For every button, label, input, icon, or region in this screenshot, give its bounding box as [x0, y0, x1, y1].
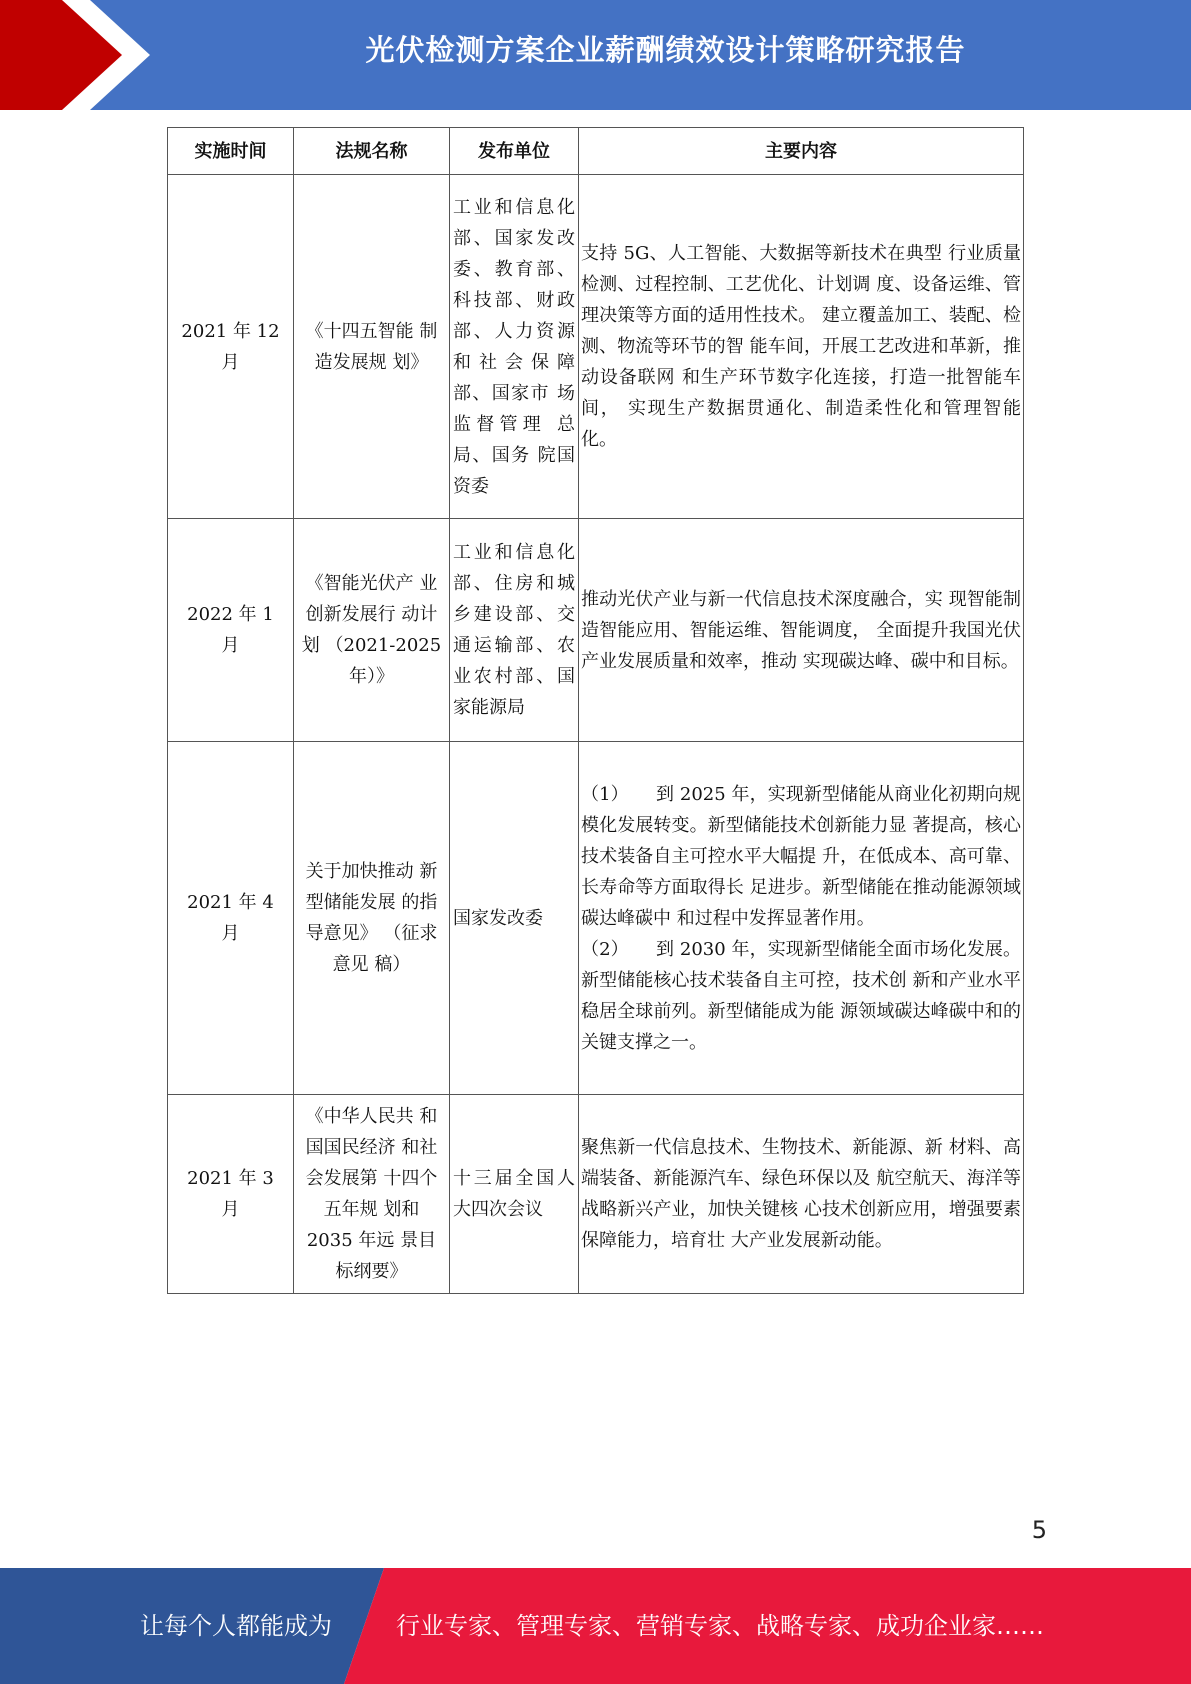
cell-content — [579, 175, 1024, 519]
table-row — [168, 1095, 1024, 1294]
cell-regulation-name: 《中华人民共 和国国民经济 和社会发展第 十四个五年规 划和 2035 年远 景目标纲要》 — [294, 1095, 450, 1294]
cell-date: 2021 年 12 月 — [168, 175, 294, 519]
header-issuer: 发布单位 — [450, 128, 579, 175]
cell-date: 2022 年 1 月 — [168, 519, 294, 742]
cell-regulation-name: 《智能光伏产 业创新发展行 动计划 （2021-2025 年）》 — [294, 519, 450, 742]
cell-issuer: 工业和信息化部、住房和城乡建设部、交通运输部、农业农村部、国家能源局 — [450, 519, 579, 742]
cell-regulation-name: 《十四五智能 制造发展规 划》 — [294, 175, 450, 519]
header-name: 法规名称 — [294, 128, 450, 175]
policy-table — [167, 127, 1024, 1294]
page-number: 5 — [1031, 1516, 1047, 1544]
footer-slogan-left: 让每个人都能成为 — [140, 1612, 332, 1640]
cell-regulation-name: 关于加快推动 新型储能发展 的指导意见》 （征求意见 稿） — [294, 742, 450, 1095]
chevron-arrow-icon — [0, 0, 160, 110]
table-row — [168, 742, 1024, 1095]
cell-issuer: 工业和信息化部、国家发改委、教育部、科技部、财政部、人力资源和社会保障 部、国家市 场监督管理 总局、国务 院国资委 — [450, 175, 579, 519]
cell-issuer: 国家发改委 — [450, 742, 579, 1095]
header-date: 实施时间 — [168, 128, 294, 175]
cell-content — [579, 1095, 1024, 1294]
content-paragraph: 聚焦新一代信息技术、生物技术、新能源、新 材料、高端装备、新能源汽车、绿色环保以及 航空航天、海洋等战略新兴产业，加快关键核 心技术创新应用，增强要素保障能力，培育壮 大产业发展新动能。 — [581, 1137, 1021, 1251]
cell-date: 2021 年 4 月 — [168, 742, 294, 1095]
table-row — [168, 519, 1024, 742]
content-paragraph: （2） 到 2030 年，实现新型储能全面市场化发展。新型储能核心技术装备自主可控，技术创 新和产业水平稳居全球前列。新型储能成为能 源领域碳达峰碳中和的关键支撑之一。 — [581, 938, 1021, 1053]
header-content: 主要内容 — [579, 128, 1024, 175]
table-header-row — [168, 128, 1024, 175]
page-footer — [0, 1568, 1191, 1684]
cell-content — [579, 519, 1024, 742]
cell-date: 2021 年 3 月 — [168, 1095, 294, 1294]
cell-content — [579, 742, 1024, 1095]
footer-slogan-right: 行业专家、管理专家、营销专家、战略专家、成功企业家…… — [396, 1612, 1044, 1640]
content-paragraph: 支持 5G、人工智能、大数据等新技术在典型 行业质量检测、过程控制、工艺优化、计划调 度、设备运维、管理决策等方面的适用性技术。 建立覆盖加工、装配、检测、物流等环节的智 能车间，开展工艺改进和革新，推动设备联网 和生产环节数字化连接，打造一批智能车间， 实现生产数据贯通化、制造柔性化和管理智能 化。 — [581, 243, 1021, 450]
table-row — [168, 175, 1024, 519]
content-paragraph: （1） 到 2025 年，实现新型储能从商业化初期向规模化发展转变。新型储能技术创新能力显 著提高，核心技术装备自主可控水平大幅提 升，在低成本、高可靠、长寿命等方面取得长 足进步。新型储能在推动能源领域碳达峰碳中 和过程中发挥显著作用。 — [581, 783, 1021, 929]
page-header — [0, 0, 1191, 110]
cell-issuer: 十三届全国人大四次会议 — [450, 1095, 579, 1294]
page-title: 光伏检测方案企业薪酬绩效设计策略研究报告 — [365, 33, 966, 67]
content-paragraph: 推动光伏产业与新一代信息技术深度融合，实 现智能制造智能应用、智能运维、智能调度， 全面提升我国光伏产业发展质量和效率，推动 实现碳达峰、碳中和目标。 — [581, 588, 1021, 672]
